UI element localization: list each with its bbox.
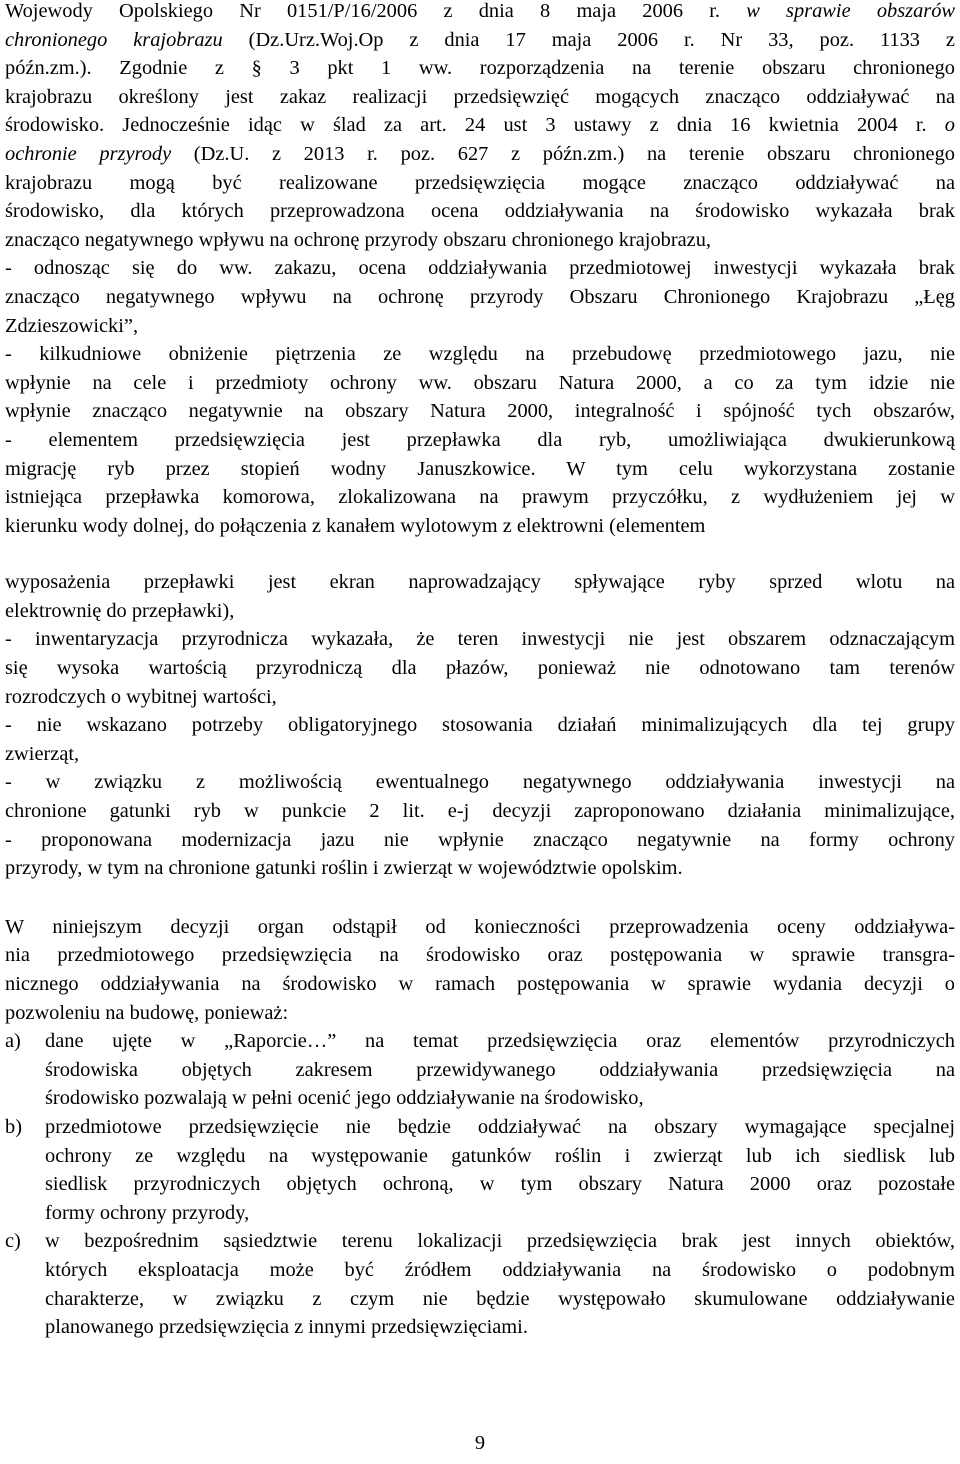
- text-line: [5, 711, 955, 740]
- paragraph-legal-basis: [5, 0, 955, 540]
- text-segment: późn.zm.). Zgodnie z § 3 pkt 1 ww. rozporządzenia na terenie obszaru chronionego: [5, 57, 955, 80]
- text-line: [5, 140, 955, 169]
- text-line: [5, 941, 955, 970]
- text-segment: nicznego oddziaływania na środowisko w ramach postępowania w sprawie wydania decyzji o: [5, 973, 955, 995]
- list-item-text-line: planowanego przedsięwzięcia z innymi przedsięwzięciami.: [45, 1316, 528, 1339]
- text-line: [5, 512, 955, 541]
- text-segment: znacząco negatywnego wpływu na ochronę przyrody Obszaru Chronionego Krajobrazu „Łęg: [5, 285, 955, 308]
- text-line: [5, 340, 955, 369]
- text-segment: elektrownię do przepławki),: [5, 599, 235, 622]
- text-segment: - proponowana modernizacja jazu nie wpłynie znacząco negatywnie na formy ochrony: [5, 828, 955, 851]
- text-segment: przyrody, w tym na chronione gatunki roślin i zwierząt w województwie opolskim.: [5, 857, 683, 880]
- text-line: [5, 169, 955, 198]
- text-segment: - elementem przedsięwzięcia jest przepławka dla ryb, umożliwiająca dwukierunkową: [5, 428, 955, 451]
- italic-text-segment: chronionego krajobrazu: [5, 28, 223, 51]
- text-line: [5, 683, 955, 712]
- document-page: [5, 0, 955, 1342]
- list-item-marker: c): [5, 1230, 21, 1253]
- text-line: [5, 483, 955, 512]
- text-line: [5, 369, 955, 398]
- text-segment: W niniejszym decyzji organ odstąpił od konieczności przeprowadzenia oceny oddziaływa-: [5, 915, 955, 938]
- text-segment: istniejąca przepławka komorowa, zlokalizowana na prawym przyczółku, z wydłużeniem jej w: [5, 486, 955, 509]
- text-line: [5, 768, 955, 797]
- list-item: [5, 1027, 955, 1113]
- text-segment: Zdzieszowicki”,: [5, 314, 139, 337]
- text-line: [5, 740, 955, 769]
- list-item-text-line: przedmiotowe przedsięwzięcie nie będzie oddziaływać na obszary wymagające specjalnej: [45, 1115, 955, 1138]
- text-line: [5, 797, 955, 826]
- paragraph-assessment-findings: [5, 568, 955, 883]
- list-item-text-line: siedlisk przyrodniczych objętych ochroną, w tym obszary Natura 2000 oraz pozostałe: [45, 1173, 955, 1196]
- text-line: [5, 568, 955, 597]
- text-segment: wyposażenia przepławki jest ekran naprowadzający spływające ryby sprzed wlotu na: [5, 571, 955, 594]
- text-segment: wpłynie znacząco negatywnie na obszary Natura 2000, integralność i spójność tych obszarów,: [5, 400, 955, 423]
- text-line: [5, 54, 955, 83]
- text-segment: środowisko, dla których przeprowadzona ocena oddziaływania na środowisko wykazała brak: [5, 200, 955, 223]
- list-item-text-line: charakterze, w związku z czym nie będzie występowało skumulowane oddziaływanie: [45, 1287, 955, 1310]
- text-line: [5, 426, 955, 455]
- italic-text-segment: ochronie przyrody: [5, 142, 172, 165]
- text-segment: Wojewody Opolskiego Nr 0151/P/16/2006 z dnia 8 maja 2006 r.: [5, 0, 747, 22]
- text-segment: - nie wskazano potrzeby obligatoryjnego stosowania działań minimalizujących dla tej grupy: [5, 714, 955, 737]
- list-item-text-line: ochrony ze względu na występowanie gatunków roślin i zwierząt lub ich siedlisk lub: [45, 1144, 955, 1167]
- text-segment: - inwentaryzacja przyrodnicza wykazała, że teren inwestycji nie jest obszarem odznaczającym: [5, 628, 955, 651]
- list-item-text-line: w bezpośrednim sąsiedztwie terenu lokalizacji przedsięwzięcia brak jest innych obiektów,: [45, 1230, 955, 1253]
- list-item: [5, 1227, 955, 1341]
- text-segment: migrację ryb przez stopień wodny Januszkowice. W tym celu wykorzystana zostanie: [5, 457, 955, 480]
- reasons-list: [5, 1027, 955, 1342]
- paragraph-decision-intro: [5, 913, 955, 1027]
- italic-text-segment: w sprawie obszarów: [746, 0, 956, 22]
- text-segment: (Dz.Urz.Woj.Op z dnia 17 maja 2006 r. Nr 33, poz. 1133 z: [222, 28, 955, 51]
- text-segment: zwierząt,: [5, 742, 80, 765]
- paragraph-gap: [5, 883, 955, 913]
- text-segment: chronione gatunki ryb w punkcie 2 lit. e-j decyzji zaproponowano działania minimalizujące,: [5, 800, 955, 823]
- paragraph-gap: [5, 540, 955, 568]
- text-segment: znacząco negatywnego wpływu na ochronę przyrody obszaru chronionego krajobrazu,: [5, 228, 712, 251]
- text-line: [5, 26, 955, 55]
- text-line: [5, 226, 955, 255]
- text-segment: krajobrazu mogą być realizowane przedsięwzięcia mogące znacząco oddziaływać na: [5, 171, 955, 194]
- list-item: [5, 1113, 955, 1227]
- list-item-text-line: środowiska objętych zakresem przewidywanego oddziaływania przedsięwzięcia na: [45, 1058, 955, 1081]
- list-item-text-line: których eksploatacja może być źródłem oddziaływania na środowisko o podobnym: [45, 1258, 955, 1281]
- text-line: [5, 254, 955, 283]
- text-segment: krajobrazu określony jest zakaz realizacji przedsięwzięć mogących znacząco oddziaływać na: [5, 85, 955, 108]
- text-segment: się wysoka wartością przyrodniczą dla płazów, ponieważ nie odnotowano tam terenów: [5, 657, 955, 680]
- italic-text-segment: o: [944, 114, 955, 137]
- text-line: [5, 455, 955, 484]
- text-line: [5, 826, 955, 855]
- text-line: [5, 654, 955, 683]
- text-segment: - kilkudniowe obniżenie piętrzenia ze względu na przebudowę przedmiotowego jazu, nie: [5, 343, 955, 366]
- text-line: [5, 283, 955, 312]
- text-segment: wpłynie na cele i przedmioty ochrony ww. obszaru Natura 2000, a co za tym idzie nie: [5, 371, 955, 394]
- text-line: [5, 197, 955, 226]
- text-line: [5, 111, 955, 140]
- text-segment: - odnosząc się do ww. zakazu, ocena oddziaływania przedmiotowej inwestycji wykazała brak: [5, 257, 955, 280]
- text-line: [5, 913, 955, 942]
- text-segment: (Dz.U. z 2013 r. poz. 627 z późn.zm.) na terenie obszaru chronionego: [171, 142, 955, 165]
- text-line: [5, 999, 955, 1028]
- text-segment: pozwoleniu na budowę, ponieważ:: [5, 1001, 289, 1024]
- text-segment: - w związku z możliwością ewentualnego negatywnego oddziaływania inwestycji na: [5, 771, 955, 794]
- list-item-text-line: dane ujęte w „Raporcie…” na temat przedsięwzięcia oraz elementów przyrodniczych: [45, 1030, 955, 1053]
- list-item-text-line: formy ochrony przyrody,: [45, 1201, 250, 1224]
- text-segment: nia przedmiotowego przedsięwzięcia na środowisko oraz postępowania w sprawie transgra-: [5, 944, 955, 967]
- list-item-marker: a): [5, 1030, 21, 1053]
- text-segment: kierunku wody dolnej, do połączenia z kanałem wylotowym z elektrowni (elementem: [5, 514, 706, 537]
- text-segment: rozrodczych o wybitnej wartości,: [5, 685, 277, 708]
- text-line: [5, 312, 955, 341]
- list-item-marker: b): [5, 1115, 22, 1138]
- text-line: [5, 625, 955, 654]
- list-item-text-line: środowisko pozwalają w pełni ocenić jego oddziaływanie na środowisko,: [45, 1087, 644, 1110]
- text-line: [5, 397, 955, 426]
- text-segment: środowisko. Jednocześnie idąc w ślad za art. 24 ust 3 ustawy z dnia 16 kwietnia 2004 r.: [5, 114, 945, 137]
- text-line: [5, 970, 955, 999]
- text-line: [5, 0, 955, 26]
- text-line: [5, 83, 955, 112]
- text-line: [5, 597, 955, 626]
- page-number: 9: [474, 1432, 486, 1454]
- text-line: [5, 854, 955, 883]
